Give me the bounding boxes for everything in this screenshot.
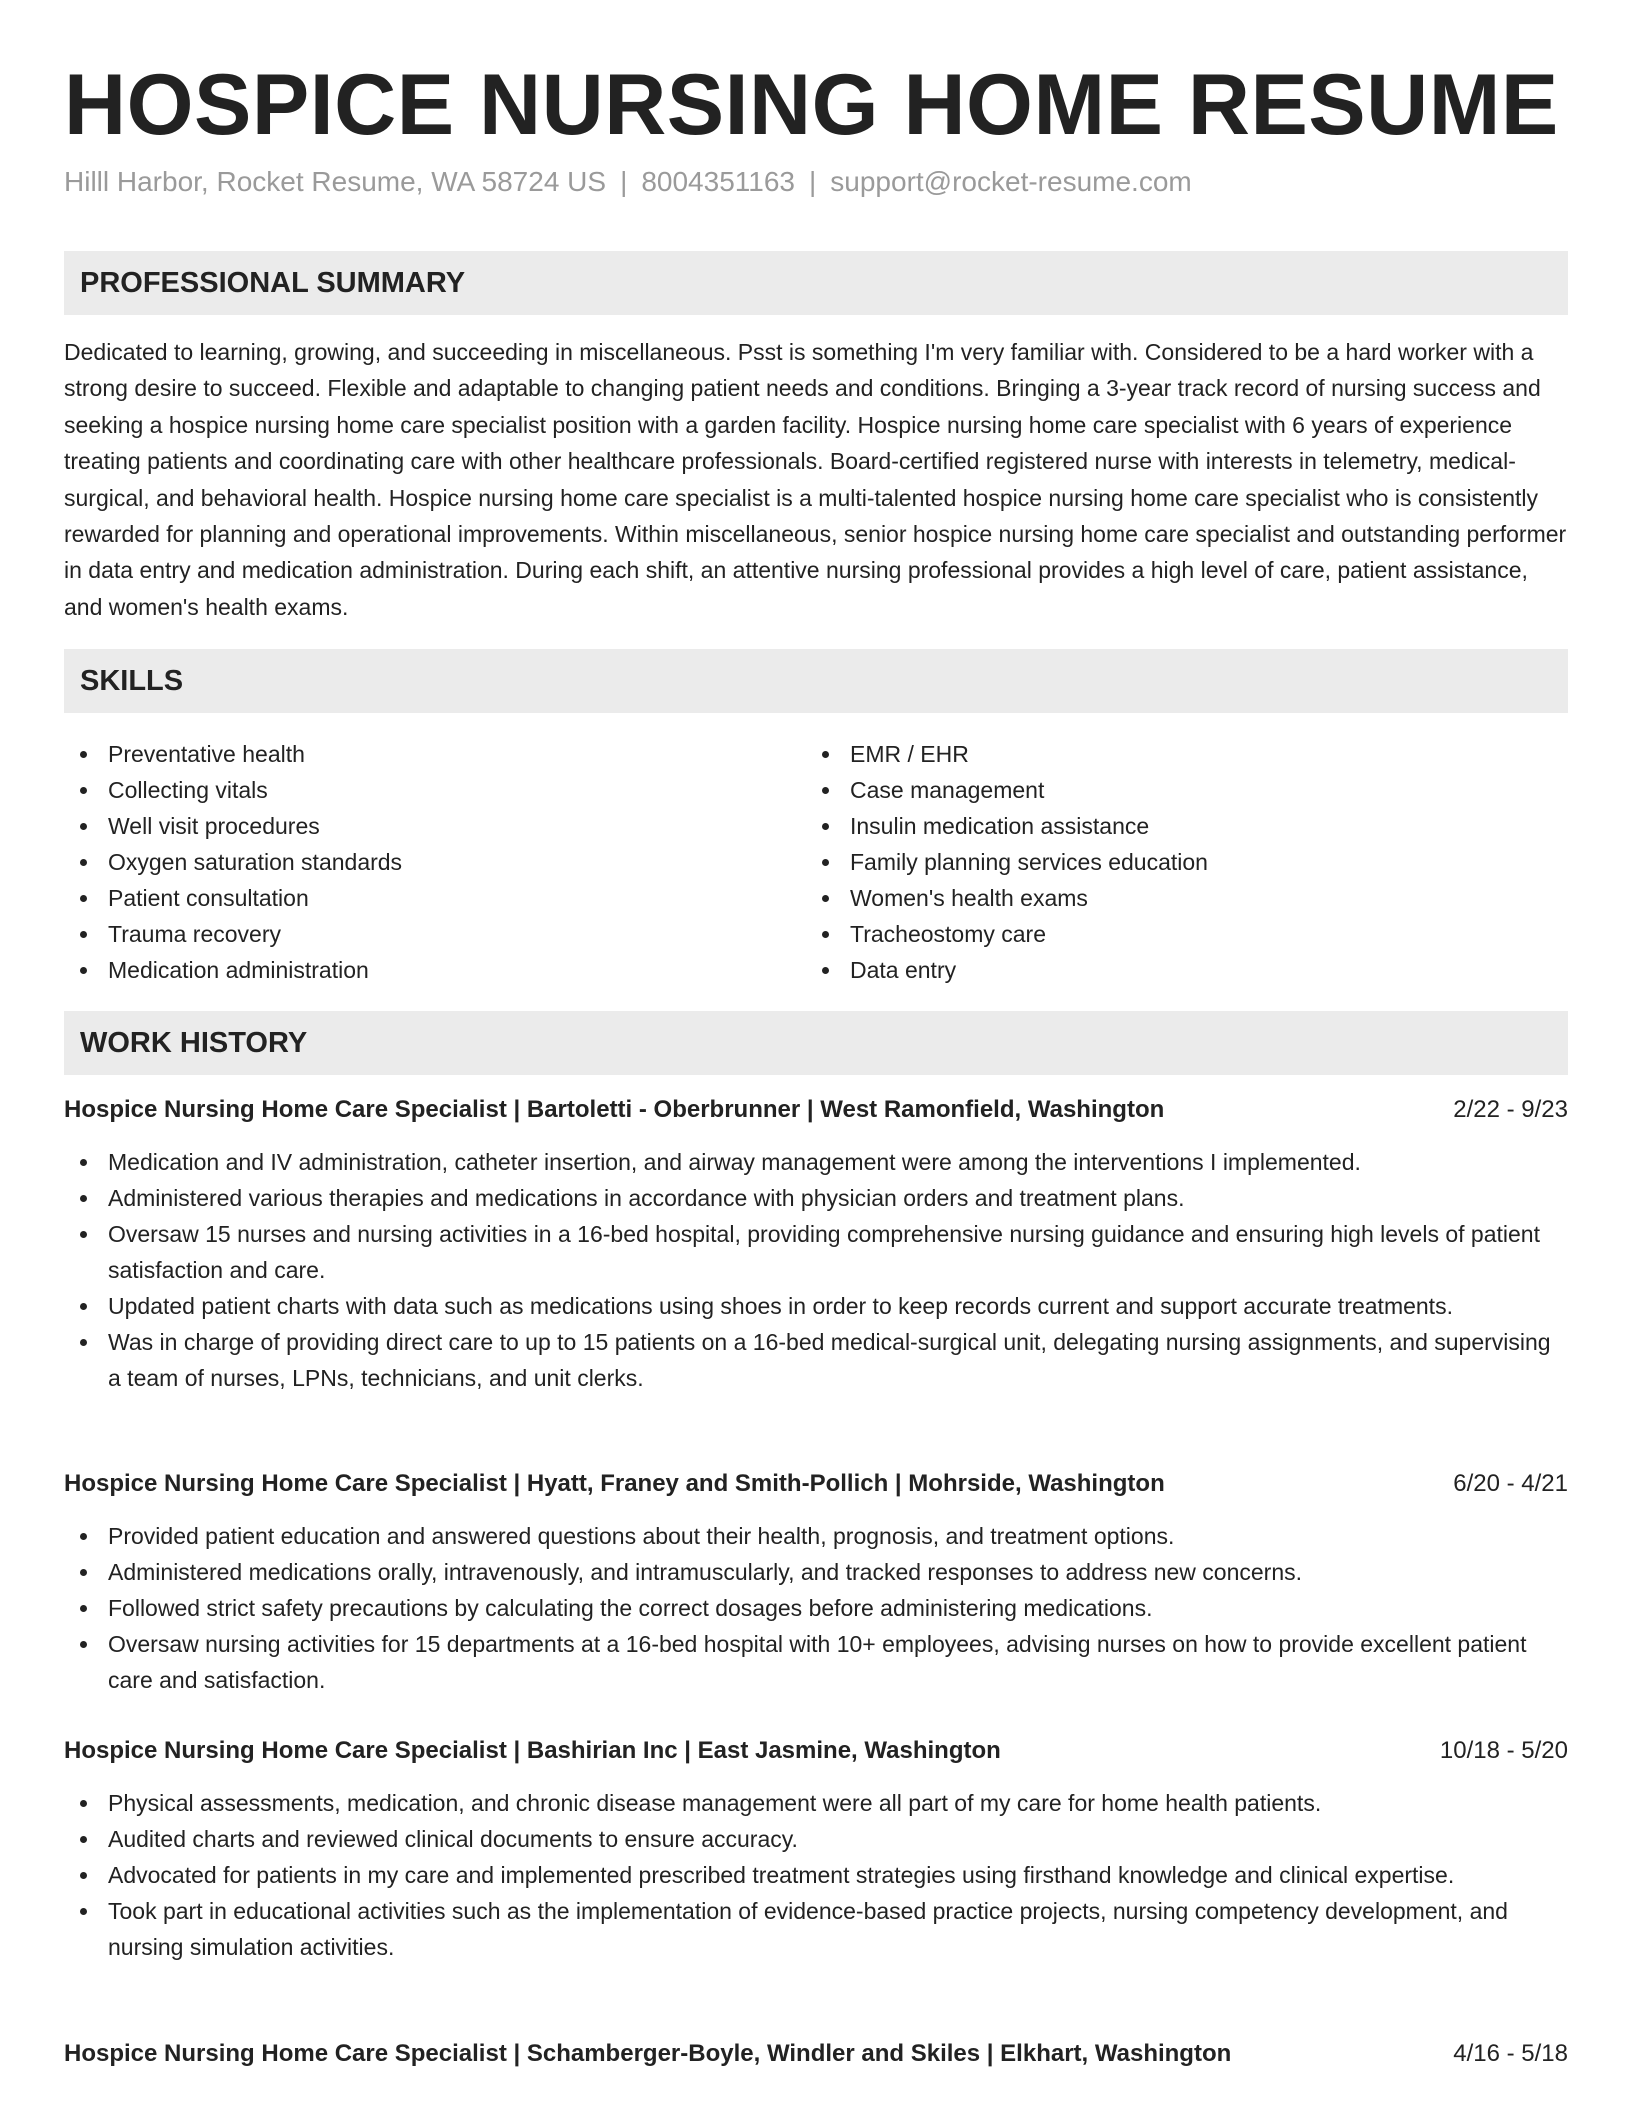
skills-list bbox=[64, 736, 1568, 988]
contact-email: support@rocket-resume.com bbox=[830, 166, 1192, 197]
skill-item: Insulin medication assistance bbox=[806, 808, 1548, 844]
job-bullet: Oversaw 15 nurses and nursing activities in a 16-bed hospital, providing comprehensive nursing guidance and ensuring high levels of patient satisfaction and care. bbox=[64, 1216, 1568, 1288]
skill-item: Data entry bbox=[806, 952, 1548, 988]
job-header bbox=[64, 1466, 1568, 1502]
job-dates: 6/20 - 4/21 bbox=[1453, 1470, 1568, 1497]
job-dates: 2/22 - 9/23 bbox=[1453, 1096, 1568, 1123]
contact-line bbox=[64, 166, 1192, 198]
skills-heading: SKILLS bbox=[64, 649, 1568, 713]
skill-item: Oxygen saturation standards bbox=[64, 844, 806, 880]
job-bullet: Audited charts and reviewed clinical documents to ensure accuracy. bbox=[64, 1821, 1568, 1857]
work-history-heading: WORK HISTORY bbox=[64, 1011, 1568, 1075]
summary-text: Dedicated to learning, growing, and succeeding in miscellaneous. Psst is something I'm very familiar with. Considered to be a hard worker with a strong desire to succeed. Flexible and adaptable to changing patient needs and conditions. Bringing a 3-year track record of nursing success and seeking a hospice nursing home care specialist position with a garden facility. Hospice nursing home care specialist with 6 years of experience treating patients and coordinating care with other healthcare professionals. Board-certified registered nurse with interests in telemetry, medical-surgical, and behavioral health. Hospice nursing home care specialist is a multi-talented hospice nursing home care specialist who is consistently rewarded for planning and operational improvements. Within miscellaneous, senior hospice nursing home care specialist and outstanding performer in data entry and medication administration. During each shift, an attentive nursing professional provides a high level of care, patient assistance, and women's health exams. bbox=[64, 339, 1567, 620]
job-bullet: Updated patient charts with data such as medications using shoes in order to keep records current and support accurate treatments. bbox=[64, 1288, 1568, 1324]
job-entry bbox=[64, 1092, 1568, 1396]
job-bullet: Medication and IV administration, catheter insertion, and airway management were among the interventions I implemented. bbox=[64, 1144, 1568, 1180]
job-title: Hospice Nursing Home Care Specialist | Bartoletti - Oberbrunner | West Ramonfield, Washington bbox=[64, 1096, 1165, 1123]
contact-address: Hilll Harbor, Rocket Resume, WA 58724 US bbox=[64, 166, 607, 197]
job-bullet: Was in charge of providing direct care to up to 15 patients on a 16-bed medical-surgical unit, delegating nursing assignments, and supervising a team of nurses, LPNs, technicians, and unit clerks. bbox=[64, 1324, 1568, 1396]
job-dates: 4/16 - 5/18 bbox=[1453, 2040, 1568, 2067]
skills-column-left bbox=[64, 736, 806, 988]
job-entry bbox=[64, 1466, 1568, 1698]
resume-title: HOSPICE NURSING HOME RESUME bbox=[64, 57, 1559, 153]
skill-item: Trauma recovery bbox=[64, 916, 806, 952]
job-bullets bbox=[64, 1144, 1568, 1396]
job-bullet: Followed strict safety precautions by calculating the correct dosages before administering medications. bbox=[64, 1590, 1568, 1626]
job-entry bbox=[64, 2036, 1568, 2088]
job-title: Hospice Nursing Home Care Specialist | Hyatt, Franey and Smith-Pollich | Mohrside, Washington bbox=[64, 1470, 1165, 1497]
summary-heading: PROFESSIONAL SUMMARY bbox=[64, 251, 1568, 315]
job-bullet: Administered various therapies and medications in accordance with physician orders and treatment plans. bbox=[64, 1180, 1568, 1216]
skill-item: Well visit procedures bbox=[64, 808, 806, 844]
contact-separator: | bbox=[809, 166, 817, 197]
skill-item: Medication administration bbox=[64, 952, 806, 988]
skill-item: Case management bbox=[806, 772, 1548, 808]
contact-phone: 8004351163 bbox=[641, 166, 795, 197]
job-bullet: Physical assessments, medication, and chronic disease management were all part of my care for home health patients. bbox=[64, 1785, 1568, 1821]
job-title: Hospice Nursing Home Care Specialist | Bashirian Inc | East Jasmine, Washington bbox=[64, 1737, 1001, 1764]
job-bullets bbox=[64, 1785, 1568, 1965]
skills-column-right bbox=[806, 736, 1548, 988]
job-entry bbox=[64, 1733, 1568, 1965]
skill-item: Family planning services education bbox=[806, 844, 1548, 880]
job-bullet: Oversaw nursing activities for 15 departments at a 16-bed hospital with 10+ employees, advising nurses on how to provide excellent patient care and satisfaction. bbox=[64, 1626, 1568, 1698]
skill-item: Preventative health bbox=[64, 736, 806, 772]
job-title: Hospice Nursing Home Care Specialist | Schamberger-Boyle, Windler and Skiles | Elkhart, Washington bbox=[64, 2040, 1232, 2067]
skill-item: Tracheostomy care bbox=[806, 916, 1548, 952]
skill-item: Women's health exams bbox=[806, 880, 1548, 916]
job-header bbox=[64, 2036, 1568, 2072]
skill-item: Collecting vitals bbox=[64, 772, 806, 808]
skill-item: Patient consultation bbox=[64, 880, 806, 916]
job-header bbox=[64, 1733, 1568, 1769]
job-header bbox=[64, 1092, 1568, 1128]
job-bullet: Took part in educational activities such as the implementation of evidence-based practice projects, nursing competency development, and nursing simulation activities. bbox=[64, 1893, 1568, 1965]
job-bullets bbox=[64, 1518, 1568, 1698]
job-bullet: Administered medications orally, intravenously, and intramuscularly, and tracked responses to address new concerns. bbox=[64, 1554, 1568, 1590]
job-dates: 10/18 - 5/20 bbox=[1439, 1737, 1568, 1764]
job-bullet: Provided patient education and answered questions about their health, prognosis, and treatment options. bbox=[64, 1518, 1568, 1554]
skill-item: EMR / EHR bbox=[806, 736, 1548, 772]
contact-separator: | bbox=[620, 166, 628, 197]
job-bullet: Advocated for patients in my care and implemented prescribed treatment strategies using firsthand knowledge and clinical expertise. bbox=[64, 1857, 1568, 1893]
